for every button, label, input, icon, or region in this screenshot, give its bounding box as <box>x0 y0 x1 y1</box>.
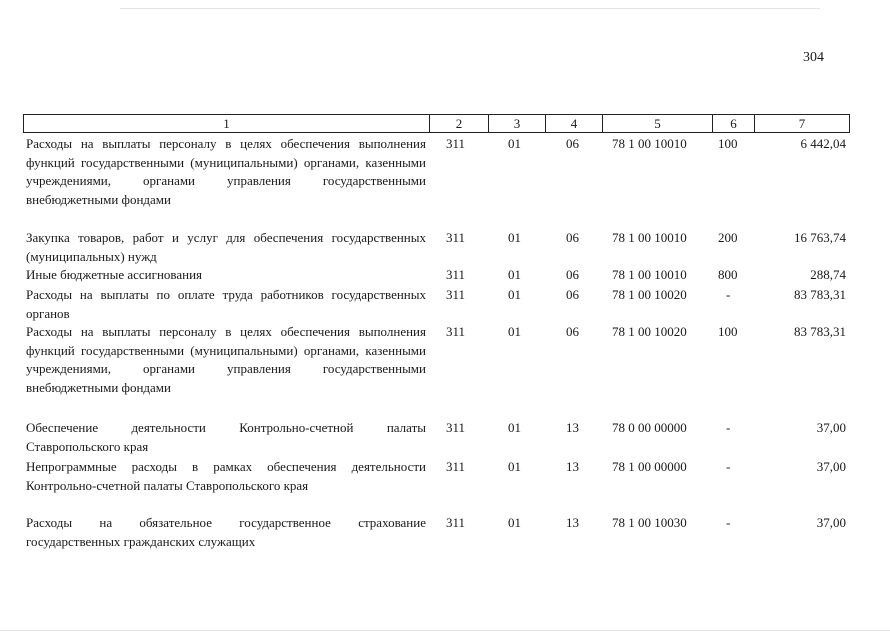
cell-chapter: 311 <box>446 324 466 339</box>
cell-section: 01 <box>508 324 521 339</box>
column-header-2: 2 <box>430 115 489 133</box>
cell-subsection: 06 <box>566 136 579 151</box>
row-description: Расходы на выплаты персоналу в целях обеспечения выполнения функций государственными (муниципальными) органами, казенными учреждениями, органами управления государственными внебюджетными фондами <box>26 136 426 207</box>
cell-subsection: 06 <box>566 324 579 339</box>
cell-expense-type: - <box>726 287 731 302</box>
cell-target-article: 78 1 00 10010 <box>612 230 687 245</box>
column-header-1: 1 <box>24 115 430 133</box>
row-description: Закупка товаров, работ и услуг для обеспечения государственных (муниципальных) нужд <box>26 230 426 264</box>
cell-expense-type: 100 <box>718 324 738 339</box>
cell-expense-type: - <box>726 515 731 530</box>
row-description: Обеспечение деятельности Контрольно-счетной палаты Ставропольского края <box>26 420 426 454</box>
cell-chapter: 311 <box>446 287 466 302</box>
cell-section: 01 <box>508 267 521 282</box>
cell-expense-type: - <box>726 420 731 435</box>
cell-chapter: 311 <box>446 515 466 530</box>
page-number: 304 <box>803 50 824 65</box>
cell-expense-type: 800 <box>718 267 738 282</box>
cell-target-article: 78 1 00 10020 <box>612 287 687 302</box>
column-header-table <box>23 114 850 133</box>
scan-artifact-top <box>120 8 820 9</box>
cell-chapter: 311 <box>446 136 466 151</box>
cell-subsection: 06 <box>566 230 579 245</box>
row-description: Непрограммные расходы в рамках обеспечения деятельности Контрольно-счетной палаты Ставропольского края <box>26 459 426 493</box>
cell-target-article: 78 1 00 10030 <box>612 515 687 530</box>
row-description: Расходы на выплаты по оплате труда работников государственных органов <box>26 287 426 321</box>
cell-amount: 37,00 <box>816 420 846 435</box>
column-header-5: 5 <box>603 115 713 133</box>
header-row <box>24 115 850 133</box>
cell-amount: 37,00 <box>816 459 846 474</box>
cell-subsection: 06 <box>566 287 579 302</box>
cell-expense-type: 100 <box>718 136 738 151</box>
cell-expense-type: 200 <box>718 230 738 245</box>
cell-subsection: 13 <box>566 515 579 530</box>
cell-chapter: 311 <box>446 420 466 435</box>
column-header-7: 7 <box>755 115 850 133</box>
row-description: Иные бюджетные ассигнования <box>26 267 203 282</box>
cell-target-article: 78 1 00 10010 <box>612 136 687 151</box>
row-description: Расходы на выплаты персоналу в целях обеспечения выполнения функций государственными (муниципальными) органами, казенными учреждениями, органами управления государственными внебюджетными фондами <box>26 324 426 395</box>
cell-amount: 37,00 <box>816 515 846 530</box>
cell-chapter: 311 <box>446 267 466 282</box>
cell-chapter: 311 <box>446 230 466 245</box>
cell-section: 01 <box>508 230 521 245</box>
cell-amount: 288,74 <box>810 267 846 282</box>
cell-amount: 16 763,74 <box>794 230 846 245</box>
cell-target-article: 78 1 00 10020 <box>612 324 687 339</box>
cell-subsection: 13 <box>566 459 579 474</box>
cell-chapter: 311 <box>446 459 466 474</box>
cell-amount: 83 783,31 <box>794 324 846 339</box>
column-header-3: 3 <box>489 115 546 133</box>
column-header-6: 6 <box>713 115 755 133</box>
row-description: Расходы на обязательное государственное страхование государственных гражданских служащих <box>26 515 426 549</box>
cell-amount: 83 783,31 <box>794 287 846 302</box>
cell-expense-type: - <box>726 459 731 474</box>
cell-target-article: 78 1 00 10010 <box>612 267 687 282</box>
scan-artifact-bottom <box>0 630 890 631</box>
cell-section: 01 <box>508 136 521 151</box>
cell-amount: 6 442,04 <box>800 136 846 151</box>
cell-section: 01 <box>508 459 521 474</box>
cell-subsection: 06 <box>566 267 579 282</box>
cell-section: 01 <box>508 420 521 435</box>
column-header-4: 4 <box>546 115 603 133</box>
cell-section: 01 <box>508 287 521 302</box>
cell-subsection: 13 <box>566 420 579 435</box>
cell-target-article: 78 0 00 00000 <box>612 420 687 435</box>
cell-section: 01 <box>508 515 521 530</box>
cell-target-article: 78 1 00 00000 <box>612 459 687 474</box>
